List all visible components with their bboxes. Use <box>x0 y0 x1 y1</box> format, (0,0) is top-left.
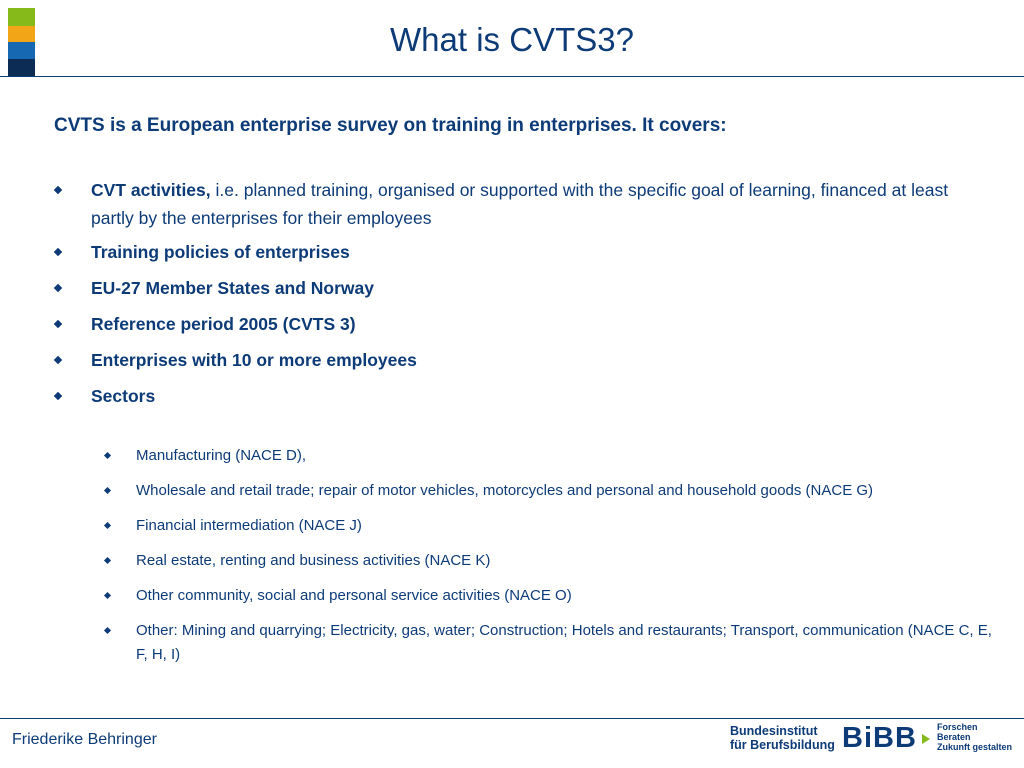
footer-author: Friederike Behringer <box>12 731 157 748</box>
cvt-activities-text: i.e. planned training, organised or supported with the specific goal of learning, financed at least partly by the enterprises for their employees <box>91 180 949 228</box>
bullet-text: EU-27 Member States and Norway <box>91 278 375 298</box>
diamond-bullet-icon <box>54 392 62 400</box>
tagline-2: Beraten <box>937 732 971 742</box>
sector-text: Other community, social and personal service activities (NACE O) <box>136 587 572 604</box>
color-bar-navy <box>8 59 35 76</box>
intro-text: CVTS is a European enterprise survey on training in enterprises. It covers: <box>54 115 727 136</box>
bibb-logo <box>730 722 1015 754</box>
sectors-list <box>104 444 1004 678</box>
cvt-activities-label: CVT activities, <box>91 180 211 200</box>
sector-item <box>104 479 1004 503</box>
sector-item <box>104 584 1004 608</box>
diamond-bullet-icon <box>104 487 111 494</box>
logo-institute-name <box>730 724 835 752</box>
logo-mark: BiBB <box>842 722 917 754</box>
bullet-text: Training policies of enterprises <box>91 242 350 262</box>
bullet-reference-period <box>54 310 954 338</box>
diamond-bullet-icon <box>54 356 62 364</box>
logo-line-2: für Berufsbildung <box>730 738 835 752</box>
diamond-bullet-icon <box>54 248 62 256</box>
sector-text: Wholesale and retail trade; repair of motor vehicles, motorcycles and personal and household goods (NACE G) <box>136 482 874 499</box>
main-bullet-list <box>54 176 954 418</box>
sector-text: Real estate, renting and business activities (NACE K) <box>136 552 491 569</box>
tagline-1: Forschen <box>937 722 978 732</box>
sector-text: Other: Mining and quarrying; Electricity, gas, water; Construction; Hotels and restaurants; Transport, communication (NACE C, E, F, H, I) <box>136 622 992 663</box>
logo-tagline <box>937 722 1012 752</box>
diamond-bullet-icon <box>104 592 111 599</box>
header-divider <box>0 76 1024 77</box>
sector-item <box>104 549 1004 573</box>
sector-text: Manufacturing (NACE D), <box>136 447 307 464</box>
diamond-bullet-icon <box>54 186 62 194</box>
diamond-bullet-icon <box>104 522 111 529</box>
diamond-bullet-icon <box>104 627 111 634</box>
sector-item <box>104 444 1004 468</box>
diamond-bullet-icon <box>104 557 111 564</box>
bullet-text: Reference period 2005 (CVTS 3) <box>91 314 356 334</box>
bullet-sectors <box>54 382 954 410</box>
bullet-cvt-activities <box>54 176 954 232</box>
bullet-member-states <box>54 274 954 302</box>
sector-item <box>104 514 1004 538</box>
arrow-icon <box>922 734 930 744</box>
tagline-3: Zukunft gestalten <box>937 742 1013 752</box>
bullet-training-policies <box>54 238 954 266</box>
sector-text: Financial intermediation (NACE J) <box>136 517 362 534</box>
diamond-bullet-icon <box>104 452 111 459</box>
bullet-enterprise-size <box>54 346 954 374</box>
page-title: What is CVTS3? <box>390 21 634 58</box>
bullet-text: Sectors <box>91 386 156 406</box>
bullet-text: Enterprises with 10 or more employees <box>91 350 417 370</box>
footer-divider <box>0 718 1024 719</box>
diamond-bullet-icon <box>54 320 62 328</box>
sector-item <box>104 619 1004 667</box>
logo-line-1: Bundesinstitut <box>730 724 818 738</box>
diamond-bullet-icon <box>54 284 62 292</box>
